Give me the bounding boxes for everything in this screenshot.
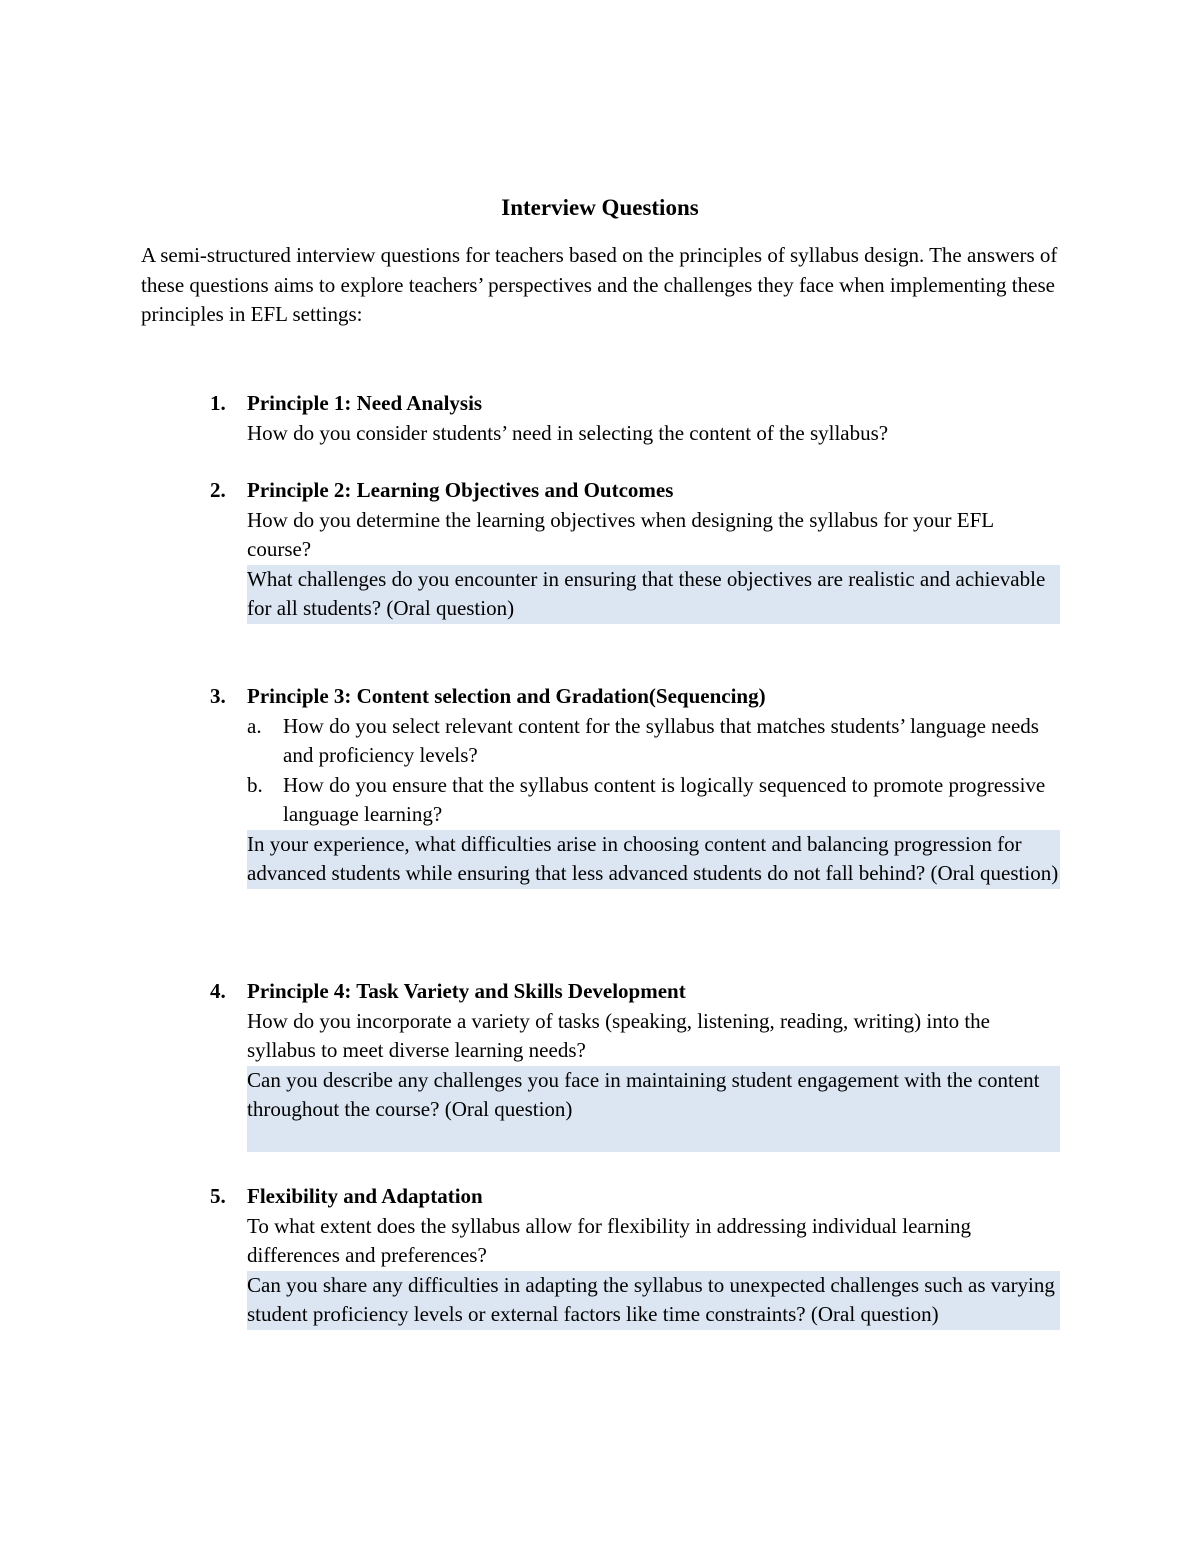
item-body [247,476,1060,624]
intro-paragraph: A semi-structured interview questions for teachers based on the principles of syllabus design. The answers of these questions aims to explore teachers’ perspectives and the challenges they face when implementing these principles in EFL settings: [141,243,1058,326]
oral-question-highlight: Can you share any difficulties in adapting the syllabus to unexpected challenges such as varying student proficiency levels or external factors like time constraints? (Oral question) [247,1271,1060,1330]
sub-question-marker: b. [247,772,263,797]
item-heading: Flexibility and Adaptation [247,1184,483,1208]
item-question: To what extent does the syllabus allow for flexibility in addressing individual learning differences and preferences? [247,1213,972,1267]
item-number: 2. [210,478,226,502]
item-heading: Principle 2: Learning Objectives and Outcomes [247,478,674,502]
sub-question-a [247,712,1060,771]
item-body [247,1182,1060,1330]
item-number: 1. [210,391,226,415]
item-heading: Principle 4: Task Variety and Skills Development [247,979,686,1003]
sub-question-b [247,771,1060,830]
item-number: 5. [210,1184,226,1208]
oral-question-highlight: In your experience, what difficulties arise in choosing content and balancing progression for advanced students while ensuring that less advanced students do not fall behind? (Oral question) [247,830,1060,889]
item-question: How do you determine the learning objectives when designing the syllabus for your EFL course? [247,507,994,561]
oral-question-highlight: What challenges do you encounter in ensuring that these objectives are realistic and achievable for all students? (Oral question) [247,565,1060,624]
item-question: How do you incorporate a variety of tasks (speaking, listening, reading, writing) into the syllabus to meet diverse learning needs? [247,1008,990,1062]
item-question: How do you consider students’ need in selecting the content of the syllabus? [247,420,889,445]
oral-question-highlight: Can you describe any challenges you face in maintaining student engagement with the content throughout the course? (Oral question) [247,1066,1060,1152]
item-heading: Principle 1: Need Analysis [247,391,483,415]
item-heading: Principle 3: Content selection and Gradation(Sequencing) [247,684,766,708]
sub-question-text: How do you select relevant content for the syllabus that matches students’ language needs and proficiency levels? [283,713,1039,767]
item-number: 3. [210,684,226,708]
sub-question-text: How do you ensure that the syllabus content is logically sequenced to promote progressive language learning? [283,772,1046,826]
item-body [247,977,1060,1152]
item-number: 4. [210,979,226,1003]
item-body [247,389,1060,448]
item-body [247,682,1060,889]
page-title: Interview Questions [501,195,699,220]
sub-question-list [247,712,1060,830]
sub-question-marker: a. [247,713,262,738]
